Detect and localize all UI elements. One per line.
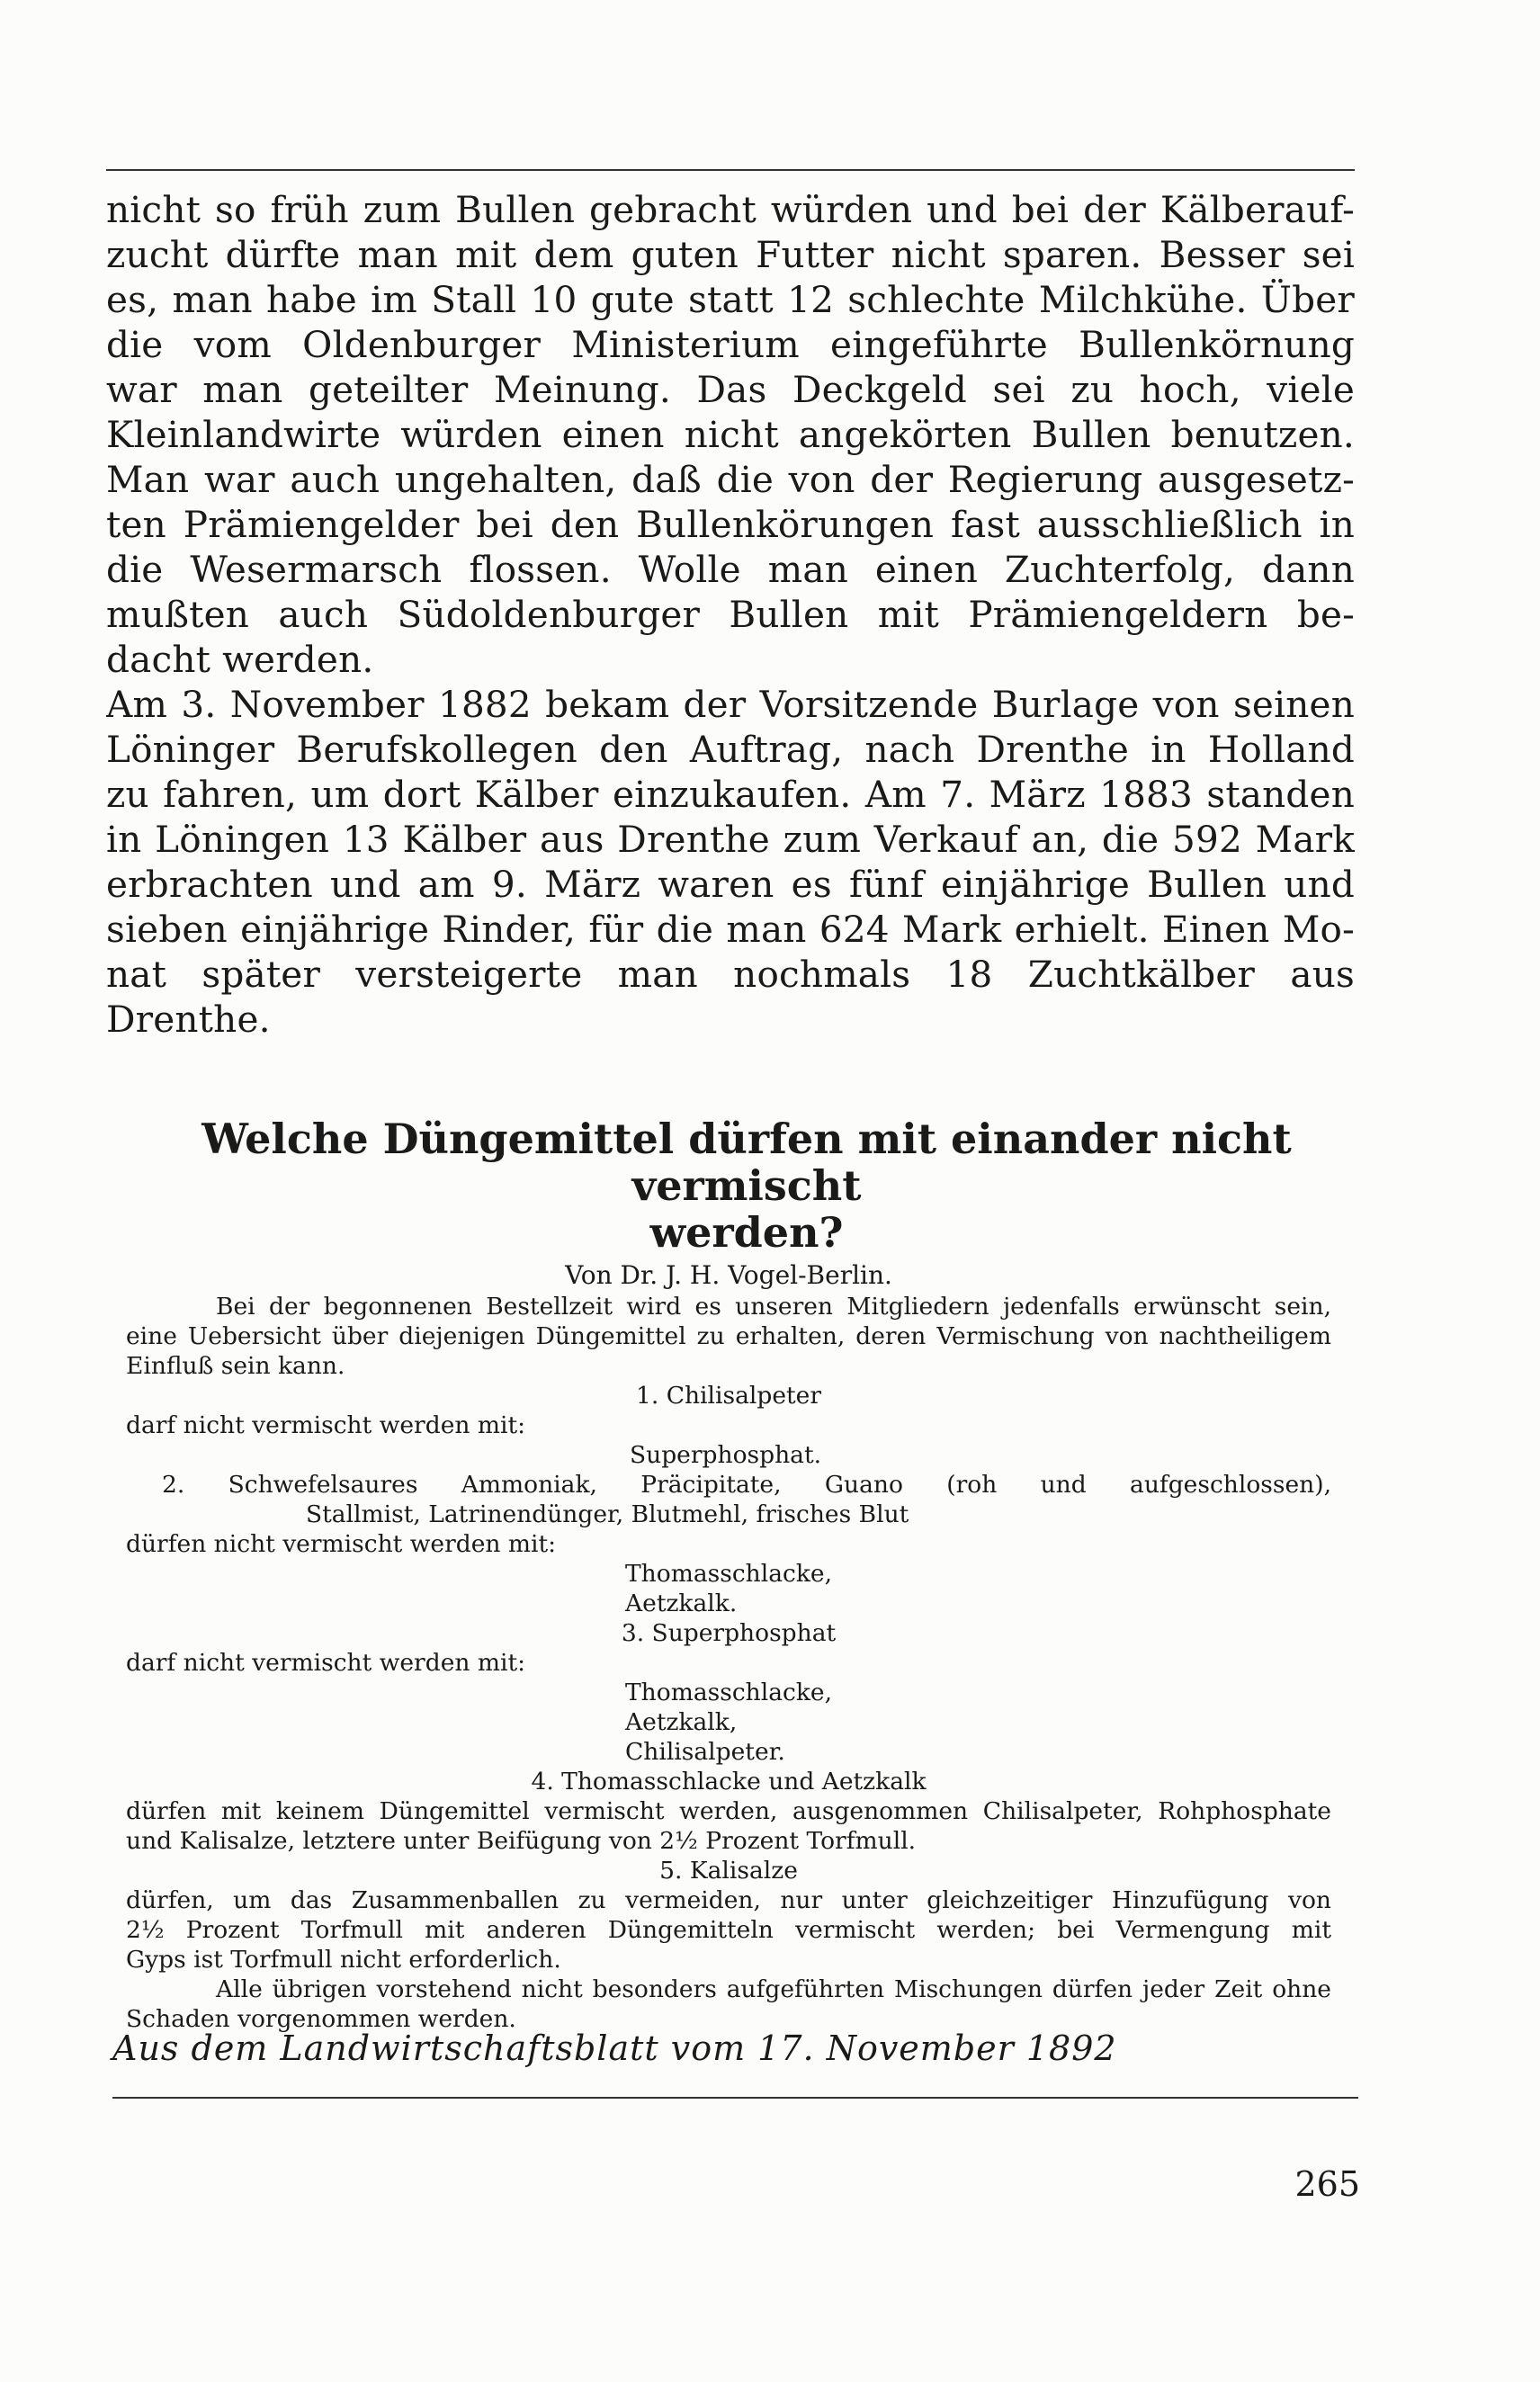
article-line: Löninger Berufskollegen den Auftrag, nach Drenthe in Holland (106, 728, 1355, 771)
section-text: Gyps ist Torfmull nicht erforderlich. (126, 1946, 561, 1974)
section-item: Thomasschlacke, (625, 1679, 833, 1706)
article-line: zucht dürfte man mit dem guten Futter nicht sparen. Besser sei (106, 233, 1355, 276)
article-line: die vom Oldenburger Ministerium eingeführte Bullenkörnung (106, 323, 1355, 366)
article-line: Kleinlandwirte würden einen nicht angekörten Bullen benutzen. (106, 413, 1355, 456)
section-heading: 1. Chilisalpeter (636, 1382, 821, 1410)
clipping-title: Welche Düngemittel dürfen mit einander nicht vermischt werden? (201, 1115, 1292, 1257)
article-line: ten Prämiengelder bei den Bullenkörungen fast ausschließlich in (106, 503, 1355, 546)
clipping-closing: Alle übrigen vorstehend nicht besonders aufgeführten Mischungen dürfen jeder Zeit ohne (216, 1975, 1331, 2003)
newspaper-clipping (126, 1115, 1331, 2034)
article-line: nicht so früh zum Bullen gebracht würden und bei der Kälberauf- (106, 188, 1355, 231)
section-rule: darf nicht vermischt werden mit: (126, 1411, 526, 1439)
article-line: mußten auch Südoldenburger Bullen mit Prämiengeldern be- (106, 593, 1355, 636)
section-heading: 3. Superphosphat (621, 1619, 837, 1647)
section-item: Aetzkalk, (625, 1708, 738, 1736)
section-heading: Stallmist, Latrinendünger, Blutmehl, frisches Blut (306, 1500, 909, 1528)
article-line: in Löningen 13 Kälber aus Drenthe zum Verkauf an, die 592 Mark (106, 818, 1355, 861)
section-rule: dürfen nicht vermischt werden mit: (126, 1530, 557, 1558)
article-line: nat später versteigerte man nochmals 18 Zuchtkälber aus (106, 953, 1355, 996)
clipping-byline: Von Dr. J. H. Vogel-Berlin. (565, 1260, 892, 1290)
section-item: Chilisalpeter. (625, 1738, 785, 1766)
article-line: es, man habe im Stall 10 gute statt 12 schlechte Milchkühe. Über (106, 278, 1355, 321)
source-note: Aus dem Landwirtschaftsblatt vom 17. November 1892 (112, 2028, 1117, 2068)
clipping-closing: Schaden vorgenommen werden. (126, 2005, 516, 2033)
section-text: dürfen, um das Zusammenballen zu vermeiden, nur unter gleichzeitiger Hinzufügung von (126, 1886, 1331, 1914)
article-line: Man war auch ungehalten, daß die von der Regierung ausgesetz- (106, 458, 1355, 501)
section-text: 2½ Prozent Torfmull mit anderen Düngemitteln vermischt werden; bei Vermengung mit (126, 1916, 1331, 1944)
article-line: Drenthe. (106, 998, 271, 1041)
article-line: erbrachten und am 9. März waren es fünf einjährige Bullen und (106, 863, 1355, 906)
article-body (106, 187, 1355, 1042)
clipping-intro: Bei der begonnenen Bestellzeit wird es unseren Mitgliedern jedenfalls erwünscht sein, (216, 1293, 1331, 1321)
page-number: 265 (1294, 2164, 1360, 2204)
article-line: dacht werden. (106, 638, 374, 681)
bottom-rule (112, 2097, 1358, 2099)
article-line: sieben einjährige Rinder, für die man 624 Mark erhielt. Einen Mo- (106, 908, 1355, 951)
article-line: war man geteilter Meinung. Das Deckgeld sei zu hoch, viele (106, 368, 1355, 411)
article-line: Am 3. November 1882 bekam der Vorsitzende Burlage von seinen (106, 683, 1355, 726)
top-rule (106, 169, 1355, 171)
clipping-intro: Einfluß sein kann. (126, 1352, 345, 1380)
section-heading: 5. Kalisalze (659, 1857, 798, 1885)
section-text: und Kalisalze, letztere unter Beifügung von 2½ Prozent Torfmull. (126, 1827, 917, 1855)
section-heading: 2. Schwefelsaures Ammoniak, Präcipitate, Guano (roh und aufgeschlossen), (162, 1471, 1331, 1499)
section-item: Aetzkalk. (625, 1589, 738, 1617)
section-text: dürfen mit keinem Düngemittel vermischt werden, ausgenommen Chilisalpeter, Rohphosphate (126, 1797, 1331, 1825)
article-line: die Wesermarsch flossen. Wolle man einen Zuchterfolg, dann (106, 548, 1355, 591)
section-heading: 4. Thomasschlacke und Aetzkalk (531, 1768, 927, 1795)
section-item: Thomasschlacke, (625, 1560, 833, 1588)
section-item: Superphosphat. (630, 1441, 822, 1469)
article-line: zu fahren, um dort Kälber einzukaufen. Am 7. März 1883 standen (106, 773, 1355, 816)
section-rule: darf nicht vermischt werden mit: (126, 1649, 526, 1677)
clipping-intro: eine Uebersicht über diejenigen Düngemittel zu erhalten, deren Vermischung von nachtheiligem (126, 1322, 1331, 1350)
